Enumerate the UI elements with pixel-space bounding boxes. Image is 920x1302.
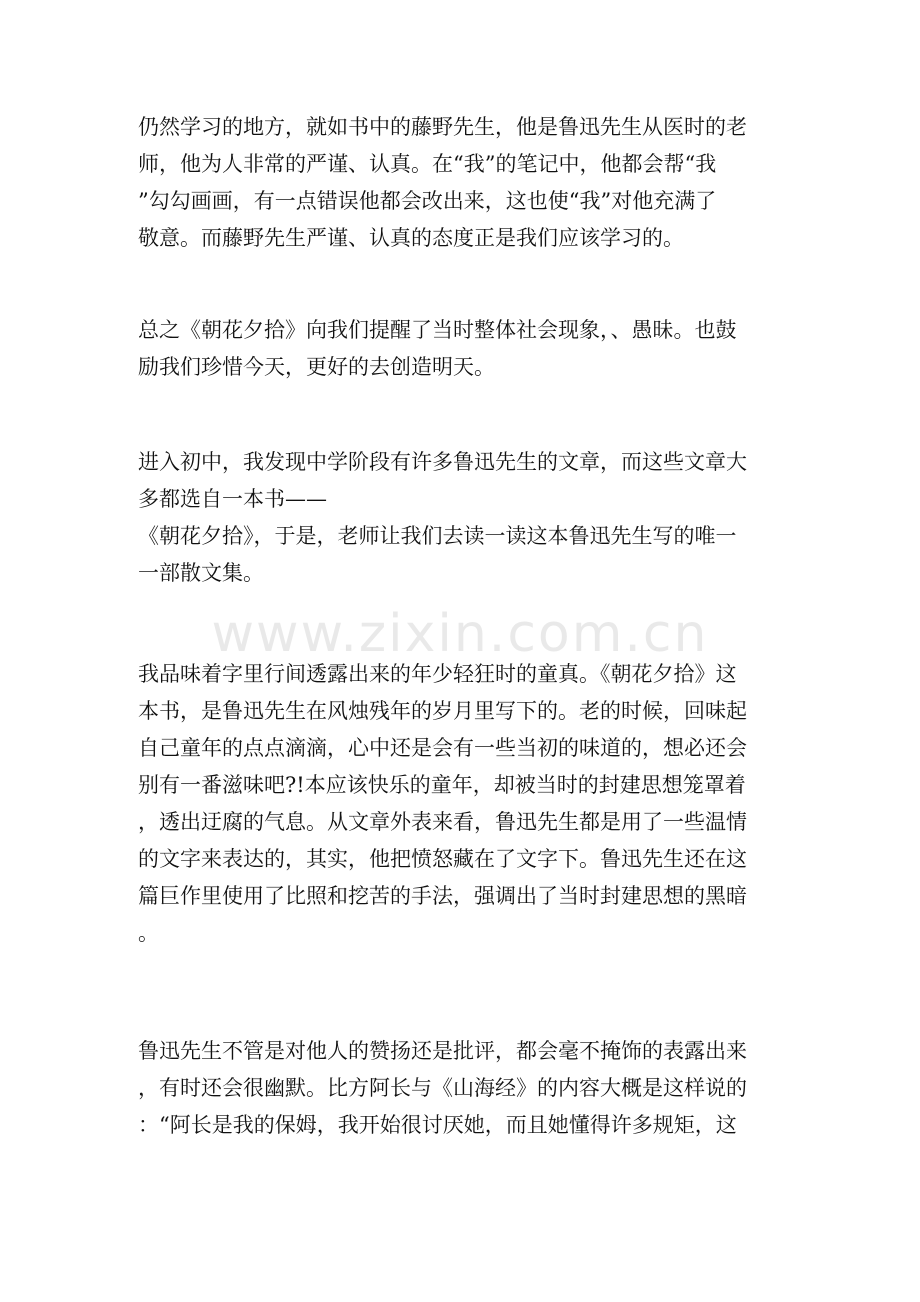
paragraph-line: 敬意。而藤野先生严谨、认真的态度正是我们应该学习的。: [138, 226, 684, 250]
paragraph-5: [138, 1033, 778, 1144]
paragraph-line: 篇巨作里使用了比照和挖苦的手法，强调出了当时封建思想的黑暗: [138, 884, 747, 908]
paragraph-line: ：“阿长是我的保姆，我开始很讨厌她，而且她懂得许多规矩，这: [138, 1113, 737, 1137]
paragraph-line: 《朝花夕拾》，于是，老师让我们去读一读这本鲁迅先生写的唯一: [138, 524, 737, 548]
watermark: www.zixin.com.cn: [211, 604, 709, 664]
paragraph-line: 我品味着字里行间透露出来的年少轻狂时的童真。《朝花夕拾》这: [138, 662, 737, 686]
paragraph-line: 多都选自一本书——: [138, 487, 327, 511]
paragraph-line: 。: [138, 921, 159, 945]
paragraph-line: 自己童年的点点滴滴，心中还是会有一些当初的味道的，想必还会: [138, 736, 747, 760]
paragraph-line: 本书，是鲁迅先生在风烛残年的岁月里写下的。老的时候，回味起: [138, 699, 747, 723]
paragraph-line: 总之《朝花夕拾》向我们提醒了当时整体社会现象，、愚昧。也鼓: [138, 318, 737, 342]
paragraph-line: ，有时还会很幽默。比方阿长与《山海经》的内容大概是这样说的: [138, 1076, 747, 1100]
paragraph-line: 的文字来表达的，其实，他把愤怒藏在了文字下。鲁迅先生还在这: [138, 847, 747, 871]
paragraph-line: 一部散文集。: [138, 561, 264, 585]
paragraph-line: 别有一番滋味吧?!本应该快乐的童年，却被当时的封建思想笼罩着: [138, 773, 746, 797]
paragraph-line: 仍然学习的地方，就如书中的藤野先生，他是鲁迅先生从医时的老: [138, 115, 747, 139]
paragraph-line: 鲁迅先生不管是对他人的赞扬还是批评，都会毫不掩饰的表露出来: [138, 1039, 747, 1063]
paragraph-line: 励我们珍惜今天，更好的去创造明天。: [138, 355, 495, 379]
paragraph-line: ，透出迂腐的气息。从文章外表来看，鲁迅先生都是用了一些温情: [138, 810, 747, 834]
paragraph-line: 进入初中，我发现中学阶段有许多鲁迅先生的文章，而这些文章大: [138, 450, 747, 474]
paragraph-4: [138, 656, 778, 952]
paragraph-line: 师，他为人非常的严谨、认真。在“我”的笔记中，他都会帮“我: [138, 152, 717, 176]
paragraph-1: [138, 109, 778, 257]
paragraph-3: [138, 444, 778, 592]
paragraph-2: [138, 312, 778, 386]
paragraph-line: ”勾勾画画，有一点错误他都会改出来，这也使“我”对他充满了: [138, 189, 717, 213]
